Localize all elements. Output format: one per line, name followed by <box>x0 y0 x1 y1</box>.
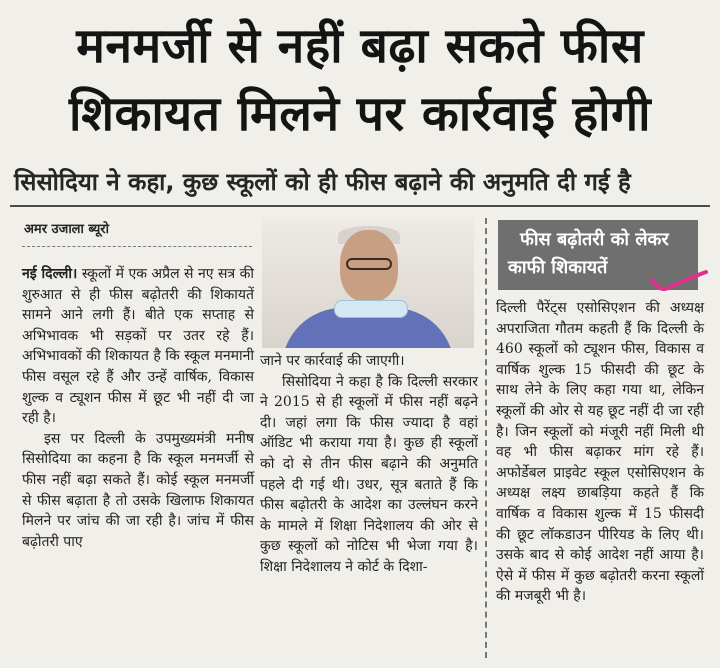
column1-para2: इस पर दिल्ली के उपमुख्यमंत्री मनीष सिसोदिया का कहना है कि स्कूल मनमर्जी से फीस नहीं बढ़ा सकते हैं। कोई स्कूल मनमर्जी से फीस बढ़ाता है तो उसके खिलाफ शिकायत मिलने पर जांच की जा रही है। जांच में फीस बढ़ोतरी पाए <box>22 430 254 550</box>
person-photo <box>262 218 474 348</box>
photo-glasses <box>346 258 392 270</box>
column1-para1: स्कूलों में एक अप्रैल से नए सत्र की शुरुआत से ही फीस बढ़ोतरी की शिकायतें सामने आने लगी हैं। बीते एक सप्ताह से अभिभावक भी सड़कों पर उतर रहे हैं। अभिभावकों की शिकायत है कि स्कूल मनमानी फीस वसूल रहे हैं और उन्हें वार्षिक, विकास शुल्क व ट्यूशन फीस में छूट भी नहीं दी जा रही है। <box>22 266 254 427</box>
column2-para1: जाने पर कार्रवाई की जाएगी। <box>260 353 405 369</box>
article-column-2 <box>260 351 478 578</box>
article-column-1 <box>22 264 254 552</box>
column2-para2: सिसोदिया ने कहा है कि दिल्ली सरकार ने 2015 से ही स्कूलों में फीस नहीं बढ़ने दी। जहां लगा कि फीस ज्यादा है वहां ऑडिट भी कराया गया है। कुछ ही स्कूलों को दो से तीन फीस बढ़ाने की अनुमति पहले दी गई थी। उधर, सूत्र बताते हैं कि फीस बढ़ोतरी के आदेश का उल्लंघन करने के मामले में शिक्षा निदेशालय की ओर से कुछ स्कूलों को नोटिस भी भेजा गया है। शिक्षा निदेशालय ने कोर्ट के दिशा- <box>260 373 478 575</box>
photo-mask <box>334 300 408 318</box>
headline-line-2: शिकायत मिलने पर कार्रवाई होगी <box>68 86 652 142</box>
sidebar-text: दिल्ली पैरेंट्स एसोसिएशन की अध्यक्ष अपराजिता गौतम कहती हैं कि दिल्ली के 460 स्कूलों को ट्यूशन फीस, विकास व वार्षिक शुल्क 15 फीसदी की छूट के साथ लेने के लिए कहा गया था, लेकिन स्कूलों की ओर से यह छूट नहीं दी जा रही है। जिन स्कूलों को मंजूरी नहीं मिली थी वह भी फीस बढ़ाकर मांग रहे हैं। अफोर्डेबल प्राइवेट स्कूल एसोसिएशन के अध्यक्ष लक्ष्य छाबड़िया कहते हैं कि वार्षिक व विकास शुल्क में 15 फीसदी की छूट लॉकडाउन पीरियड के लिए थी। उसके बाद से कोई आदेश नहीं आया है। ऐसे में फीस में कुछ बढ़ोतरी करना स्कूलों की मजबूरी भी है। <box>496 300 704 605</box>
subheadline: सिसोदिया ने कहा, कुछ स्कूलों को ही फीस बढ़ाने की अनुमति दी गई है <box>14 168 631 196</box>
byline-rule <box>22 246 252 247</box>
dateline: नई दिल्ली। <box>22 266 78 282</box>
byline: अमर उजाला ब्यूरो <box>24 222 109 237</box>
sidebar-heading-line2: काफी शिकायतें <box>508 257 608 278</box>
headline-line-1: मनमर्जी से नहीं बढ़ा सकते फीस <box>76 18 644 74</box>
column-divider <box>485 218 487 658</box>
sidebar-heading-line1: फीस बढ़ोतरी को लेकर <box>520 229 669 250</box>
sidebar-column <box>496 298 704 607</box>
top-rule <box>10 205 710 207</box>
checkmark-icon <box>650 268 708 296</box>
